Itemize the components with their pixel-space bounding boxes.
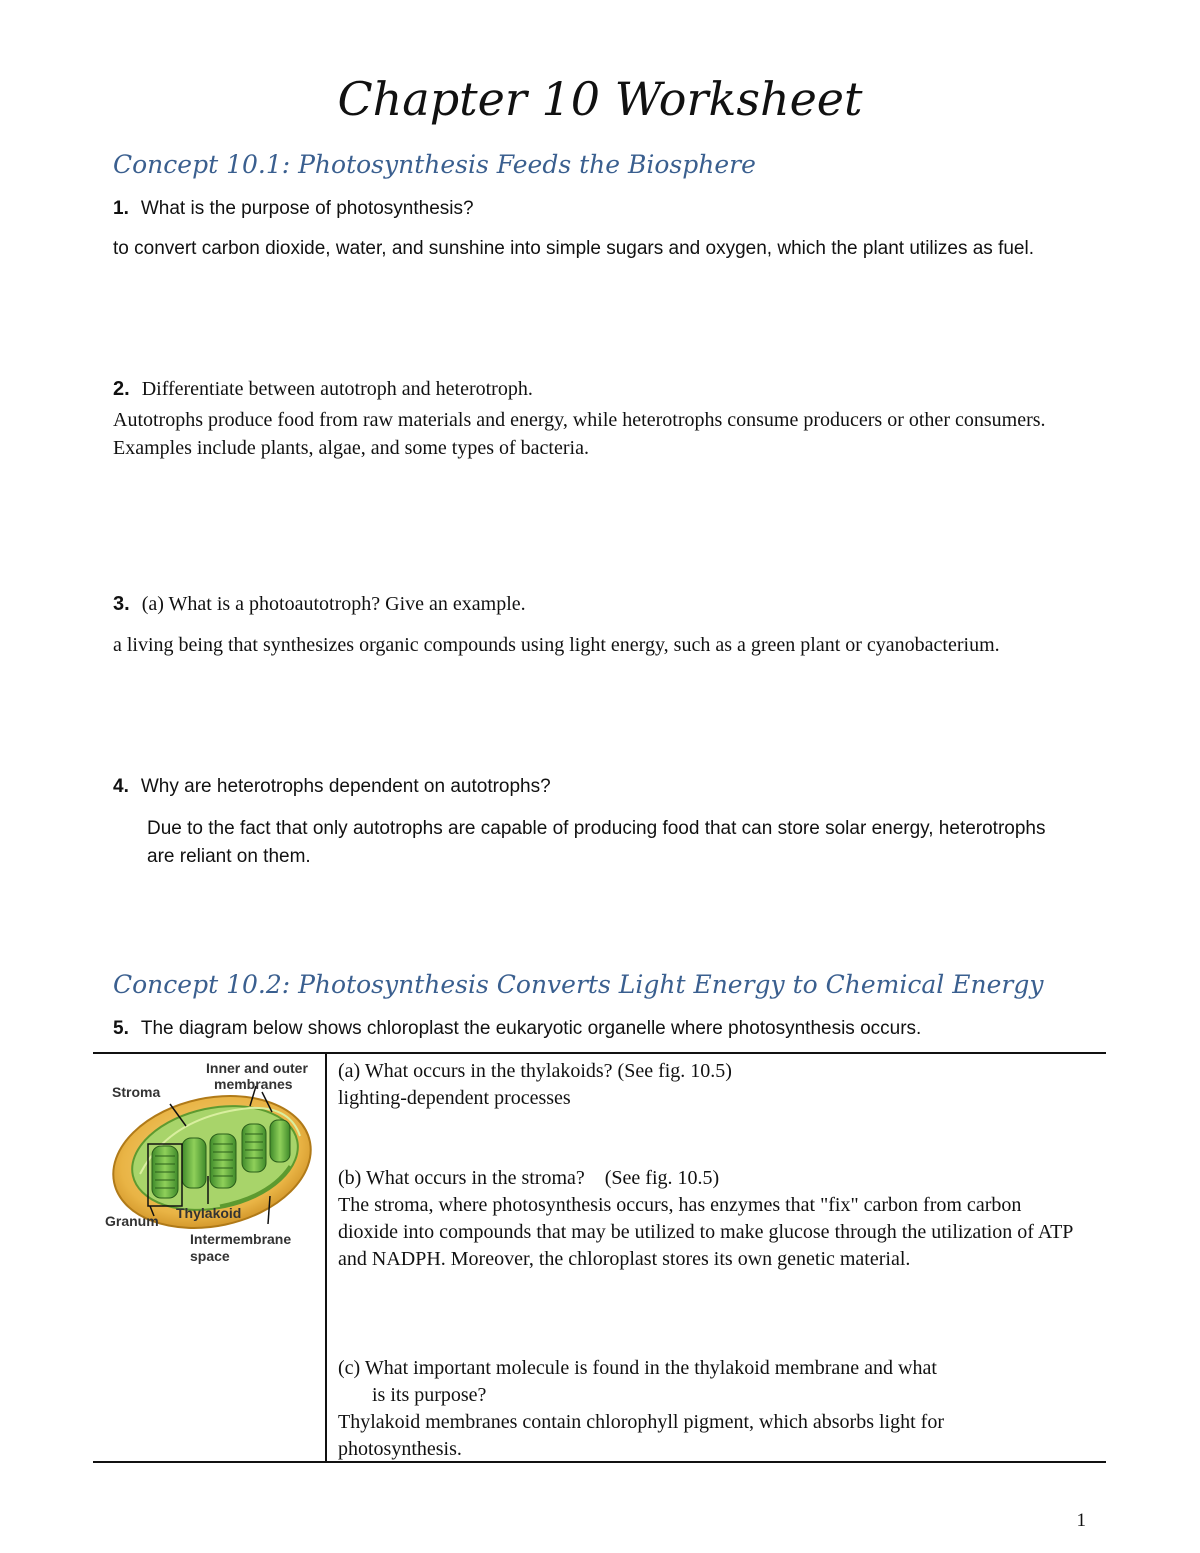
question-2-text: Differentiate between autotroph and heterotroph. (141, 378, 533, 400)
table-part-c (338, 1355, 1078, 1463)
concept-10-2-heading: Concept 10.2: Photosynthesis Converts Light Energy to Chemical Energy (113, 970, 1044, 999)
table-part-a (338, 1058, 1078, 1112)
question-5 (113, 1018, 921, 1040)
label-inner-outer: Inner and outer (206, 1060, 308, 1076)
question-1 (113, 198, 474, 220)
part-a-question: (a) What occurs in the thylakoids? (See fig. 10.5) (338, 1060, 732, 1082)
table-part-b (338, 1165, 1078, 1273)
question-3-number: 3. (113, 593, 130, 615)
part-b-question: (b) What occurs in the stroma? (See fig. 10.5) (338, 1167, 720, 1189)
question-5-number: 5. (113, 1018, 129, 1039)
question-4-number: 4. (113, 776, 129, 797)
label-stroma: Stroma (112, 1084, 161, 1100)
page-title: Chapter 10 Worksheet (337, 72, 863, 126)
label-space: space (190, 1248, 230, 1264)
question-1-number: 1. (113, 198, 129, 219)
answer-4: Due to the fact that only autotrophs are capable of producing food that can store solar energy, heterotrophs are reliant on them. (147, 818, 1046, 867)
label-intermembrane: Intermembrane (190, 1231, 292, 1247)
question-2-number: 2. (113, 378, 130, 400)
answer-2: Autotrophs produce food from raw materials and energy, while heterotrophs consume producers or other consumers. Examples include plants, algae, and some types of bacteria. (113, 409, 1046, 459)
question-3-text: (a) What is a photoautotroph? Give an example. (141, 593, 526, 615)
concept-10-1-heading: Concept 10.1: Photosynthesis Feeds the Biosphere (113, 150, 756, 179)
table-top-border (93, 1052, 1106, 1054)
part-a-answer: lighting-dependent processes (338, 1087, 571, 1109)
question-1-text: What is the purpose of photosynthesis? (140, 198, 474, 219)
part-c-question-line1: (c) What important molecule is found in the thylakoid membrane and what (338, 1357, 937, 1379)
answer-3: a living being that synthesizes organic compounds using light energy, such as a green plant or cyanobacterium. (113, 634, 1000, 656)
page-number: 1 (1076, 1510, 1086, 1531)
part-c-answer: Thylakoid membranes contain chlorophyll pigment, which absorbs light for photosynthesis. (338, 1411, 944, 1460)
label-membranes: membranes (214, 1076, 293, 1092)
answer-1: to convert carbon dioxide, water, and sunshine into simple sugars and oxygen, which the plant utilizes as fuel. (113, 238, 1034, 259)
question-5-text: The diagram below shows chloroplast the eukaryotic organelle where photosynthesis occurs. (140, 1018, 922, 1039)
label-thylakoid: Thylakoid (176, 1205, 242, 1221)
table-column-divider (325, 1052, 327, 1462)
chloroplast-diagram (100, 1056, 322, 1266)
part-c-question-line2: is its purpose? (372, 1384, 487, 1406)
part-b-answer: The stroma, where photosynthesis occurs, has enzymes that "fix" carbon from carbon dioxide into compounds that may be utilized to make glucose through the utilization of ATP and NADPH. Moreover, the chloroplast stores its own genetic material. (338, 1194, 1073, 1270)
question-3 (113, 593, 526, 616)
label-granum: Granum (105, 1213, 159, 1229)
question-4-text: Why are heterotrophs dependent on autotrophs? (140, 776, 551, 797)
question-4 (113, 776, 551, 798)
question-2 (113, 378, 533, 401)
